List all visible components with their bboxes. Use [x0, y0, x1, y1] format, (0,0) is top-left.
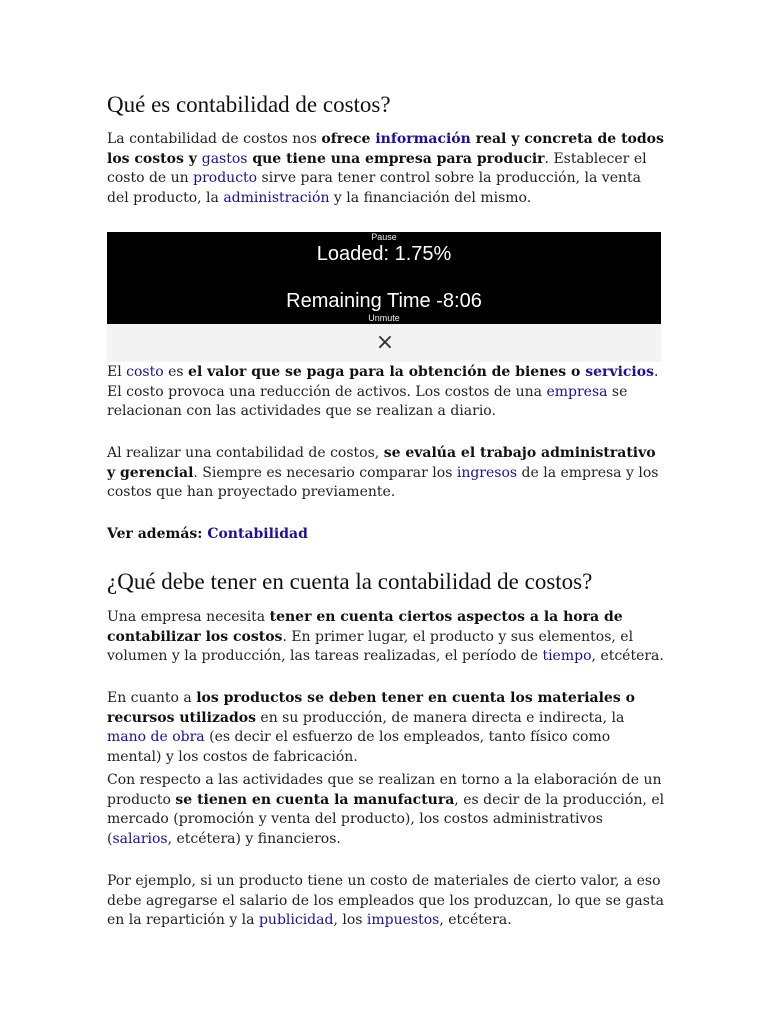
text: En cuanto a	[107, 690, 197, 706]
products-paragraph	[107, 689, 667, 767]
text: , es decir de la producción, el mercado (promoción y venta del producto), los costos administrativos (	[107, 791, 665, 847]
text: en su producción, de manera directa e indirecta, la	[255, 709, 625, 726]
text: , etcétera.	[591, 648, 664, 664]
aspects-paragraph	[107, 608, 667, 667]
section-title-considerations: ¿Qué debe tener en cuenta la contabilidad de costos?	[107, 569, 593, 594]
text: . El costo provoca una reducción de activos. Los costos de una	[107, 364, 659, 400]
text: , etcétera) y financieros.	[167, 830, 341, 847]
evaluation-paragraph	[107, 444, 667, 503]
see-also	[107, 525, 667, 545]
bold-text: el valor que se paga para la obtención de bienes o	[188, 364, 586, 380]
loaded-status: Loaded: 1.75%	[316, 243, 452, 265]
cost-definition-paragraph	[107, 363, 667, 422]
link-mano-de-obra[interactable]: mano de obra	[107, 729, 205, 745]
link-ingresos[interactable]: ingresos	[456, 464, 518, 481]
text: (es decir el esfuerzo de los empleados, tanto físico como mental) y los costos de fabricación.	[107, 729, 611, 765]
text: es	[163, 364, 189, 380]
text: Con respecto a las actividades que se realizan en torno a la elaboración de un producto	[107, 772, 662, 808]
text: sirve para tener control sobre la producción, la venta del producto, la	[107, 170, 641, 206]
intro-paragraph	[107, 130, 667, 208]
activities-paragraph	[107, 771, 667, 849]
bold-text: que tiene una empresa para producir	[247, 150, 545, 167]
section-title-costs: Qué es contabilidad de costos?	[107, 92, 391, 117]
unmute-button[interactable]: Unmute	[368, 313, 400, 323]
pause-button[interactable]: Pause	[371, 232, 397, 242]
link-empresa[interactable]: empresa	[546, 383, 608, 400]
text: de la empresa y los costos que han proyectado previamente.	[107, 464, 659, 500]
link-contabilidad[interactable]: Contabilidad	[207, 526, 308, 542]
link-tiempo[interactable]: tiempo	[542, 648, 592, 664]
link-producto[interactable]: producto	[193, 170, 258, 186]
remaining-time: Remaining Time -8:06	[286, 290, 482, 312]
text: y la financiación del mismo.	[329, 189, 532, 206]
text: . En primer lugar, el producto y sus elementos, el volumen y la producción, las tareas realizadas, el período de	[107, 628, 634, 664]
text: , los	[333, 912, 367, 928]
link-gastos[interactable]: gastos	[201, 150, 248, 167]
bold-text: real y concreta de todos los costos y	[107, 131, 664, 167]
video-close-bar	[107, 324, 661, 362]
link-impuestos[interactable]: impuestos	[366, 912, 440, 928]
link-servicios[interactable]: servicios	[585, 364, 654, 380]
text: . Establecer el costo de un	[107, 150, 647, 186]
example-paragraph	[107, 872, 667, 931]
link-costo[interactable]: costo	[126, 364, 164, 380]
bold-text: se evalúa el trabajo administrativo y gerencial	[107, 445, 656, 481]
text: Al realizar una contabilidad de costos,	[107, 445, 384, 461]
bold-text: los productos se deben tener en cuenta los materiales o recursos utilizados	[107, 690, 635, 726]
text: se relacionan con las actividades que se realizan a diario.	[107, 383, 628, 419]
text: La contabilidad de costos nos	[107, 131, 322, 147]
link-publicidad[interactable]: publicidad	[258, 912, 334, 928]
video-player[interactable]	[107, 232, 661, 324]
bold-text: tener en cuenta ciertos aspectos a la hora de contabilizar los costos	[107, 609, 623, 645]
link-informacion[interactable]: información	[375, 131, 471, 147]
bold-text: ofrece	[321, 131, 376, 147]
bold-text: se tienen en cuenta la manufactura	[175, 791, 455, 808]
close-icon[interactable]: ×	[375, 330, 395, 355]
link-administracion[interactable]: administración	[223, 189, 330, 206]
link-salarios[interactable]: salarios	[112, 830, 168, 847]
text: , etcétera.	[439, 912, 512, 928]
text: Una empresa necesita	[107, 609, 270, 625]
text: . Siempre es necesario comparar los	[193, 464, 457, 481]
text: El	[107, 364, 127, 380]
see-also-label: Ver además:	[107, 526, 208, 542]
text: Por ejemplo, si un producto tiene un costo de materiales de cierto valor, a eso debe agregarse el salario de los empleados que los produzcan, lo que se gasta en la repartición y la	[107, 873, 664, 928]
